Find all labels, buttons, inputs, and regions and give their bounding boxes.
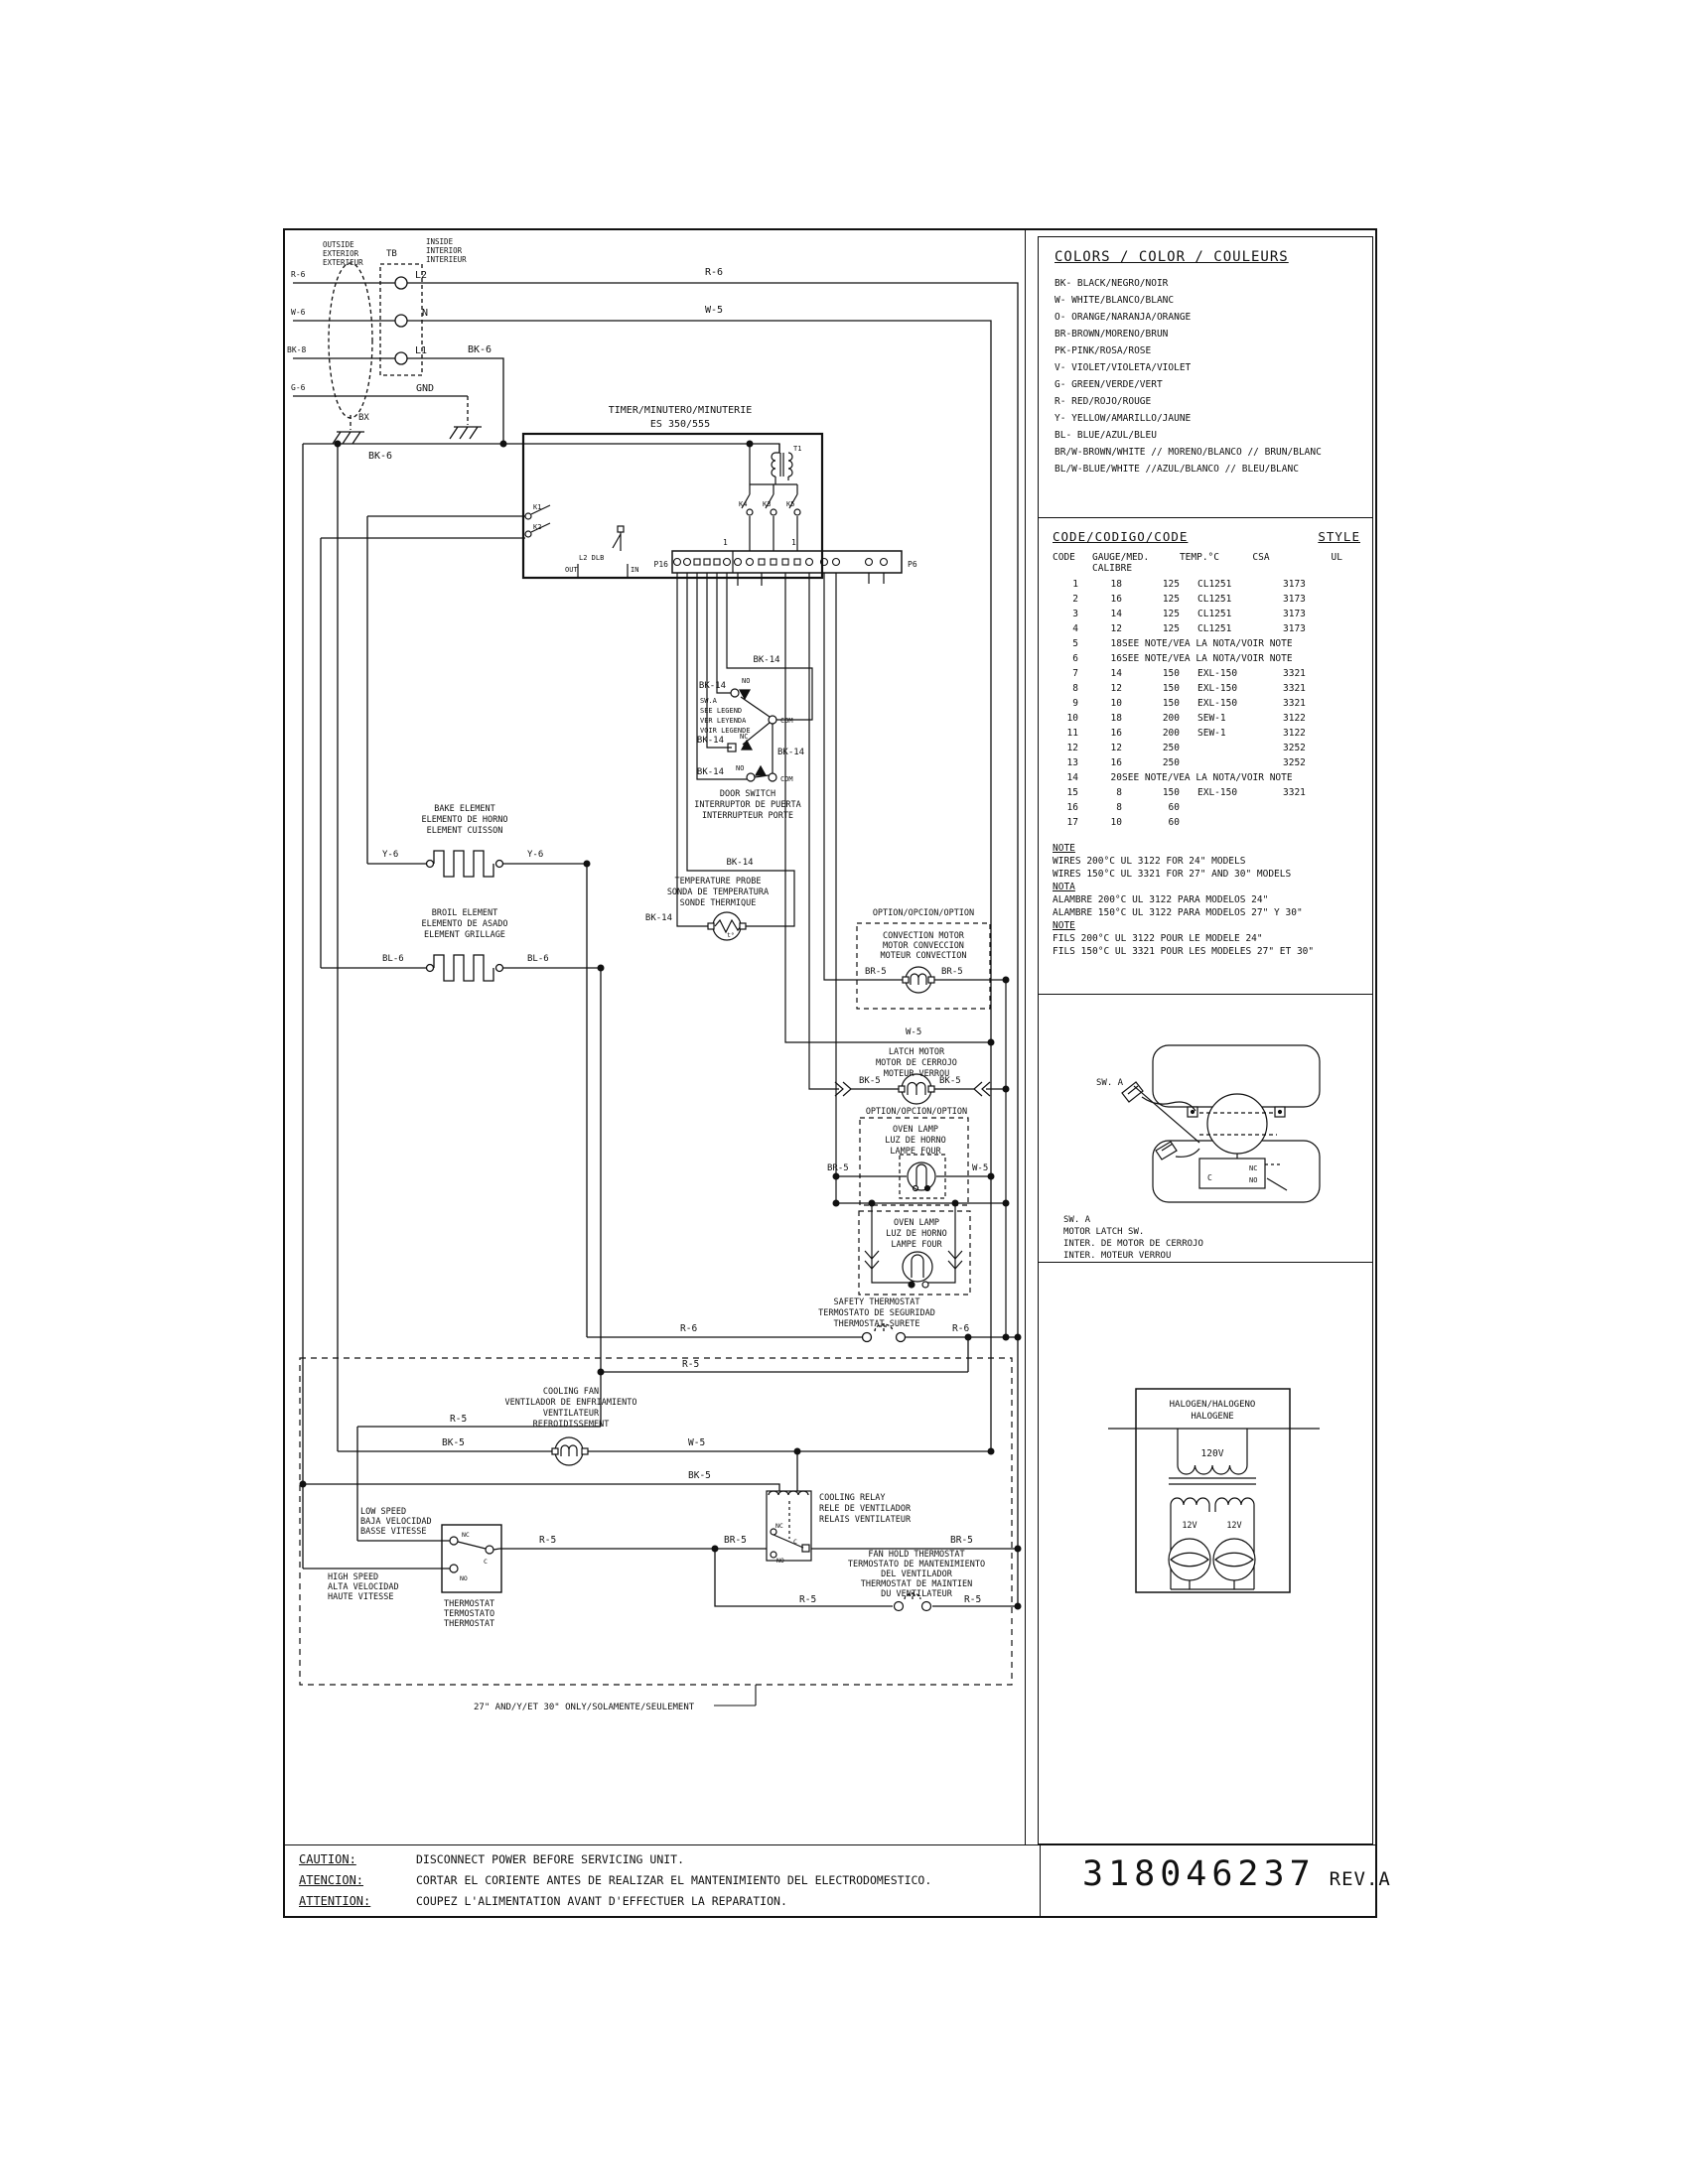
motor-latch-switch-figure xyxy=(1039,994,1371,1262)
code-row: 16 8 60 xyxy=(1066,802,1180,813)
part-number-block xyxy=(1082,1854,1391,1894)
svg-text:RELAIS VENTILATEUR: RELAIS VENTILATEUR xyxy=(819,1515,912,1525)
svg-text:N: N xyxy=(422,308,429,319)
svg-text:BR-5: BR-5 xyxy=(865,967,887,977)
svg-text:R-6: R-6 xyxy=(680,1323,698,1334)
svg-text:BK-14: BK-14 xyxy=(777,748,805,757)
svg-text:VENTILATEUR: VENTILATEUR xyxy=(542,1409,600,1419)
svg-text:BK-6: BK-6 xyxy=(368,451,393,462)
svg-text:BAJA VELOCIDAD: BAJA VELOCIDAD xyxy=(360,1517,432,1527)
svg-text:LATCH MOTOR: LATCH MOTOR xyxy=(888,1047,945,1057)
code-row: 8 12 150 EXL-150 3321 xyxy=(1072,683,1306,694)
svg-text:FAN HOLD THERMOSTAT: FAN HOLD THERMOSTAT xyxy=(868,1550,965,1560)
svg-text:SW.A: SW.A xyxy=(700,697,717,705)
cooling-relay xyxy=(767,1491,811,1561)
svg-text:ELEMENT GRILLAGE: ELEMENT GRILLAGE xyxy=(424,930,505,940)
svg-text:R-5: R-5 xyxy=(682,1359,700,1370)
svg-text:120V: 120V xyxy=(1200,1448,1224,1459)
caution-label: CAUTION: xyxy=(299,1852,356,1866)
main-schematic xyxy=(283,228,1025,1844)
svg-text:L2 DLB: L2 DLB xyxy=(579,554,605,562)
caution-row xyxy=(283,1891,931,1912)
svg-text:ALTA VELOCIDAD: ALTA VELOCIDAD xyxy=(328,1582,399,1592)
svg-text:W-5: W-5 xyxy=(688,1437,706,1448)
color-entry: BR/W-BROWN/WHITE // MORENO/BLANCO // BRUN/BLANC xyxy=(1055,447,1322,458)
svg-text:MOTOR CONVECCION: MOTOR CONVECCION xyxy=(883,941,964,951)
svg-text:R-6: R-6 xyxy=(952,1323,970,1334)
svg-text:BR-5: BR-5 xyxy=(724,1535,747,1546)
svg-text:MOTOR DE CERROJO: MOTOR DE CERROJO xyxy=(876,1058,957,1068)
svg-text:BK-14: BK-14 xyxy=(698,681,726,691)
color-entry: BK- BLACK/NEGRO/NOIR xyxy=(1055,278,1169,289)
svg-text:L1: L1 xyxy=(415,345,428,356)
outside-label: OUTSIDE xyxy=(323,240,354,249)
speed-thermostat xyxy=(442,1525,501,1592)
svg-text:COM: COM xyxy=(780,775,793,783)
svg-text:NC: NC xyxy=(462,1531,470,1539)
svg-text:SONDE THERMIQUE: SONDE THERMIQUE xyxy=(679,898,757,908)
style-title: STYLE xyxy=(1318,529,1360,544)
svg-text:SEE LEGEND: SEE LEGEND xyxy=(700,707,743,715)
code-row: 3 14 125 CL1251 3173 xyxy=(1072,609,1306,619)
caution-row xyxy=(283,1870,931,1891)
svg-text:BK-8: BK-8 xyxy=(287,345,307,354)
svg-text:BK-14: BK-14 xyxy=(696,767,724,777)
svg-text:G-6: G-6 xyxy=(291,383,306,392)
svg-text:BR-5: BR-5 xyxy=(827,1163,849,1173)
svg-text:OUT: OUT xyxy=(565,566,578,574)
svg-text:NC: NC xyxy=(740,733,749,741)
svg-text:TERMOSTATO DE SEGURIDAD: TERMOSTATO DE SEGURIDAD xyxy=(818,1308,935,1318)
caution-row xyxy=(283,1849,931,1870)
code-table-title: CODE/CODIGO/CODE xyxy=(1053,529,1189,544)
svg-text:C: C xyxy=(484,1558,488,1566)
wire-notes: NOTE WIRES 200°C UL 3122 FOR 24" MODELS WIRES 150°C UL 3321 FOR 27" AND 30" MODELS NOTA ALAMBRE 200°C UL 3122 PARA MODELOS 24" ALAMBRE 150°C UL 3122 PARA MODELOS 27" Y 30" NOTE FILS 200°C UL 3122 POUR LE MODELE 24" FILS 150°C UL 3321 POUR LES MODELES 27" ET 30" xyxy=(1053,843,1315,957)
code-row: 12 12 250 3252 xyxy=(1066,743,1306,753)
colors-title: COLORS / COLOR / COULEURS xyxy=(1055,249,1289,265)
swa-pointer-label: SW. A xyxy=(1096,1078,1124,1088)
color-entry: PK-PINK/ROSA/ROSE xyxy=(1055,345,1152,356)
svg-text:HALOGENE: HALOGENE xyxy=(1191,1412,1234,1422)
svg-text:K3: K3 xyxy=(763,500,772,508)
svg-text:NO: NO xyxy=(776,1557,784,1565)
svg-text:INTER. DE MOTOR DE CERROJO: INTER. DE MOTOR DE CERROJO xyxy=(1063,1239,1203,1249)
svg-text:K4: K4 xyxy=(739,500,748,508)
svg-text:P16: P16 xyxy=(653,560,668,569)
svg-text:THERMOSTAT DE MAINTIEN: THERMOSTAT DE MAINTIEN xyxy=(860,1579,973,1589)
svg-text:12V: 12V xyxy=(1226,1521,1242,1531)
legend-column xyxy=(1038,236,1373,1844)
svg-text:t°: t° xyxy=(727,931,735,939)
svg-text:Y-6: Y-6 xyxy=(527,850,544,860)
svg-text:LOW SPEED: LOW SPEED xyxy=(360,1507,407,1517)
svg-text:INTERIOR: INTERIOR xyxy=(426,246,463,255)
svg-text:SAFETY THERMOSTAT: SAFETY THERMOSTAT xyxy=(833,1297,920,1307)
svg-text:R-5: R-5 xyxy=(450,1414,468,1425)
svg-text:NO: NO xyxy=(742,677,751,685)
svg-text:NO: NO xyxy=(736,764,745,772)
halogen-title: HALOGEN/HALOGENO xyxy=(1169,1400,1256,1410)
svg-text:BASSE VITESSE: BASSE VITESSE xyxy=(360,1527,427,1537)
svg-text:INTERIEUR: INTERIEUR xyxy=(426,255,467,264)
color-entry: BL/W-BLUE/WHITE //AZUL/BLANCO // BLEU/BLANC xyxy=(1055,464,1299,475)
svg-text:DEL VENTILADOR: DEL VENTILADOR xyxy=(881,1570,952,1579)
caution-rows xyxy=(283,1849,931,1912)
svg-text:MOTEUR CONVECTION: MOTEUR CONVECTION xyxy=(880,951,967,961)
svg-text:BK-6: BK-6 xyxy=(468,344,492,355)
svg-text:MOTEUR VERROU: MOTEUR VERROU xyxy=(883,1069,950,1079)
svg-text:L2: L2 xyxy=(415,270,428,281)
svg-text:EXTERIEUR: EXTERIEUR xyxy=(323,258,363,267)
svg-text:CONVECTION MOTOR: CONVECTION MOTOR xyxy=(883,931,964,941)
svg-text:DOOR SWITCH: DOOR SWITCH xyxy=(719,789,776,799)
svg-text:COOLING FAN: COOLING FAN xyxy=(542,1387,600,1397)
svg-text:ELEMENT CUISSON: ELEMENT CUISSON xyxy=(426,826,503,836)
code-table: CODE/CODIGO/CODE STYLE CODE GAUGE/MED. TEMP.°C CSA UL CALIBRE 1 18 125 CL1251 3173 2 16 125 CL1251 3173 3 14 125 CL1251 3173 4 12 125 CL1251 3173 5 18 SEE NOTE/VEA LA NOTA/VOIR NOTE 6 16 SEE NOTE/VEA LA NOTA/VOIR NOTE 7 14 150 EXL-150 3321 8 12 150 EXL-150 3321 9 10 150 EXL-150 3321 10 18 200 SEW-1 3122 11 16 200 SEW-1 3122 12 12 250 3252 13 16 250 3252 14 20 SEE NOTE/VEA LA NOTA/VOIR NOTE 15 8 150 EXL-150 3321 16 8 60 17 10 60 NOTE WIRES 200°C UL 3122 FOR 24" MODELS WIRES 150°C UL 3321 FOR 27" AND 30" MODELS NOTA ALAMBRE 200°C UL 3122 PARA MODELOS 24" ALAMBRE 150°C UL 3122 PARA MODELOS 27" Y 30" NOTE FILS 200°C UL 3122 POUR LE MODELE 24" FILS 150°C UL 3321 POUR LES MODELES 27" ET 30" xyxy=(1053,529,1360,957)
svg-text:COOLING RELAY: COOLING RELAY xyxy=(819,1493,886,1503)
svg-text:INTER. MOTEUR VERROU: INTER. MOTEUR VERROU xyxy=(1063,1251,1172,1261)
svg-text:COM: COM xyxy=(780,717,793,725)
svg-text:K5: K5 xyxy=(786,500,795,508)
timer-title: TIMER/MINUTERO/MINUTERIE xyxy=(608,405,753,416)
svg-text:Y-6: Y-6 xyxy=(382,850,399,860)
color-entry: G- GREEN/VERDE/VERT xyxy=(1055,379,1163,390)
color-entry: BL- BLUE/AZUL/BLEU xyxy=(1055,430,1157,441)
svg-text:LUZ DE HORNO: LUZ DE HORNO xyxy=(886,1229,947,1239)
svg-text:TEMPERATURE PROBE: TEMPERATURE PROBE xyxy=(674,877,762,887)
color-entry: O- ORANGE/NARANJA/ORANGE xyxy=(1055,312,1192,323)
code-row: 10 18 200 SEW-1 3122 xyxy=(1066,713,1306,724)
svg-text:VENTILADOR DE ENFRIAMIENTO: VENTILADOR DE ENFRIAMIENTO xyxy=(504,1398,637,1408)
svg-text:1: 1 xyxy=(723,538,728,547)
svg-text:MOTOR LATCH SW.: MOTOR LATCH SW. xyxy=(1063,1227,1145,1237)
svg-text:ES 350/555: ES 350/555 xyxy=(649,419,711,430)
schematic-right-border xyxy=(1025,228,1026,1844)
svg-text:R-5: R-5 xyxy=(539,1535,557,1546)
svg-text:HAUTE VITESSE: HAUTE VITESSE xyxy=(328,1592,394,1602)
svg-text:R-6: R-6 xyxy=(705,267,724,278)
part-number: 318046237 xyxy=(1082,1854,1316,1894)
svg-text:GND: GND xyxy=(416,383,435,394)
code-row: 7 14 150 EXL-150 3321 xyxy=(1072,668,1306,679)
svg-text:K2: K2 xyxy=(533,523,542,531)
svg-text:BR-5: BR-5 xyxy=(950,1535,973,1546)
tb-label: TB xyxy=(386,249,397,259)
svg-text:THERMOSTAT: THERMOSTAT xyxy=(444,1619,495,1629)
caution-text: CORTAR EL CORIENTE ANTES DE REALIZAR EL MANTENIMIENTO DEL ELECTRODOMESTICO. xyxy=(416,1873,932,1887)
halogen-figure xyxy=(1039,1262,1371,1843)
svg-text:BR-5: BR-5 xyxy=(941,967,963,977)
svg-text:R-5: R-5 xyxy=(799,1594,817,1605)
svg-text:BK-14: BK-14 xyxy=(726,858,754,868)
svg-text:C: C xyxy=(793,1538,797,1546)
svg-text:OPTION/OPCION/OPTION: OPTION/OPCION/OPTION xyxy=(872,908,975,918)
color-entry: W- WHITE/BLANCO/BLANC xyxy=(1055,295,1175,306)
size-note: 27" AND/Y/ET 30" ONLY/SOLAMENTE/SEULEMENT xyxy=(474,1703,695,1712)
svg-text:1: 1 xyxy=(791,538,796,547)
svg-text:W-5: W-5 xyxy=(972,1163,989,1173)
svg-text:T1: T1 xyxy=(793,445,802,453)
svg-text:TERMOSTATO: TERMOSTATO xyxy=(444,1609,495,1619)
svg-text:BK-14: BK-14 xyxy=(753,655,780,665)
broil-element xyxy=(321,955,601,1427)
svg-text:BK-14: BK-14 xyxy=(696,736,724,746)
svg-text:RELE DE VENTILADOR: RELE DE VENTILADOR xyxy=(819,1504,912,1514)
caution-label: ATENCION: xyxy=(299,1873,364,1887)
svg-text:BL-6: BL-6 xyxy=(382,954,404,964)
svg-text:BL-6: BL-6 xyxy=(527,954,549,964)
inside-label: INSIDE xyxy=(426,237,454,246)
svg-text:BK-14: BK-14 xyxy=(644,913,672,923)
caution-text: DISCONNECT POWER BEFORE SERVICING UNIT. xyxy=(416,1852,685,1866)
svg-text:NO: NO xyxy=(1249,1176,1258,1184)
colors-legend xyxy=(1055,249,1322,478)
svg-text:TERMOSTATO DE MANTENIMIENTO: TERMOSTATO DE MANTENIMIENTO xyxy=(847,1560,986,1570)
color-entry: V- VIOLET/VIOLETA/VIOLET xyxy=(1055,362,1192,373)
svg-text:BROIL ELEMENT: BROIL ELEMENT xyxy=(431,908,498,918)
code-row: 17 10 60 xyxy=(1066,817,1180,828)
svg-text:K1: K1 xyxy=(533,503,542,511)
code-rows xyxy=(1053,577,1360,830)
svg-text:SONDA DE TEMPERATURA: SONDA DE TEMPERATURA xyxy=(666,887,770,897)
svg-text:NO: NO xyxy=(460,1574,468,1582)
cooling-fan xyxy=(552,1437,588,1465)
svg-text:NC: NC xyxy=(1249,1164,1258,1172)
svg-text:OPTION/OPCION/OPTION: OPTION/OPCION/OPTION xyxy=(865,1107,968,1117)
svg-text:W-5: W-5 xyxy=(906,1027,922,1037)
svg-text:EXTERIOR: EXTERIOR xyxy=(323,249,359,258)
wire-label: R-6 xyxy=(291,270,306,279)
code-row: 14 20 SEE NOTE/VEA LA NOTA/VOIR NOTE xyxy=(1066,772,1293,783)
svg-text:P6: P6 xyxy=(908,560,917,569)
caution-text: COUPEZ L'ALIMENTATION AVANT D'EFFECTUER LA REPARATION. xyxy=(416,1894,787,1908)
svg-text:DU VENTILATEUR: DU VENTILATEUR xyxy=(881,1589,952,1599)
svg-text:BK-5: BK-5 xyxy=(442,1437,465,1448)
svg-text:HIGH SPEED: HIGH SPEED xyxy=(328,1572,379,1582)
code-row: 2 16 125 CL1251 3173 xyxy=(1072,594,1306,605)
svg-text:VOIR LEGENDE: VOIR LEGENDE xyxy=(700,727,751,735)
code-row: 13 16 250 3252 xyxy=(1066,757,1306,768)
svg-text:12V: 12V xyxy=(1182,1521,1197,1531)
svg-text:BAKE ELEMENT: BAKE ELEMENT xyxy=(434,804,495,814)
svg-text:LAMPE FOUR: LAMPE FOUR xyxy=(891,1240,942,1250)
caution-label: ATTENTION: xyxy=(299,1894,371,1908)
svg-text:W-5: W-5 xyxy=(705,305,724,316)
svg-text:VER LEYENDA: VER LEYENDA xyxy=(700,717,747,725)
svg-text:THERMOSTAT SURETE: THERMOSTAT SURETE xyxy=(833,1319,920,1329)
svg-text:C: C xyxy=(1207,1173,1212,1182)
divider xyxy=(1039,517,1372,518)
code-row: 6 16 SEE NOTE/VEA LA NOTA/VOIR NOTE xyxy=(1072,653,1293,664)
bx-label: BX xyxy=(358,413,369,423)
revision: REV.A xyxy=(1329,1868,1391,1890)
svg-text:REFROIDISSEMENT: REFROIDISSEMENT xyxy=(532,1420,610,1430)
swa-caption: SW. A xyxy=(1063,1215,1091,1225)
schematic-labels xyxy=(287,237,988,1712)
junction-dots xyxy=(300,441,1022,1610)
code-row: 15 8 150 EXL-150 3321 xyxy=(1066,787,1306,798)
svg-text:IN: IN xyxy=(631,566,639,574)
svg-text:BK-5: BK-5 xyxy=(939,1076,961,1086)
color-entry: Y- YELLOW/AMARILLO/JAUNE xyxy=(1055,413,1192,424)
colors-list xyxy=(1055,275,1322,478)
svg-text:BK-5: BK-5 xyxy=(859,1076,881,1086)
code-row: 4 12 125 CL1251 3173 xyxy=(1072,623,1306,634)
svg-text:THERMOSTAT: THERMOSTAT xyxy=(444,1599,495,1609)
svg-text:ELEMENTO DE ASADO: ELEMENTO DE ASADO xyxy=(421,919,508,929)
svg-text:ELEMENTO DE HORNO: ELEMENTO DE HORNO xyxy=(421,815,508,825)
color-entry: BR-BROWN/MORENO/BRUN xyxy=(1055,329,1169,340)
svg-text:OVEN LAMP: OVEN LAMP xyxy=(893,1218,940,1228)
svg-text:OVEN LAMP: OVEN LAMP xyxy=(892,1125,939,1135)
svg-text:LUZ DE HORNO: LUZ DE HORNO xyxy=(885,1136,946,1146)
code-row: 9 10 150 EXL-150 3321 xyxy=(1072,698,1306,709)
svg-text:NC: NC xyxy=(775,1522,783,1530)
color-entry: R- RED/ROJO/ROUGE xyxy=(1055,396,1152,407)
svg-text:W-6: W-6 xyxy=(291,308,306,317)
svg-text:INTERRUPTEUR PORTE: INTERRUPTEUR PORTE xyxy=(701,811,794,821)
svg-text:R-5: R-5 xyxy=(964,1594,982,1605)
caution-divider xyxy=(1040,1844,1041,1916)
code-row: 5 18 SEE NOTE/VEA LA NOTA/VOIR NOTE xyxy=(1072,638,1293,649)
code-row: 1 18 125 CL1251 3173 xyxy=(1072,579,1306,590)
svg-text:BK-5: BK-5 xyxy=(688,1470,711,1481)
svg-text:INTERRUPTOR DE PUERTA: INTERRUPTOR DE PUERTA xyxy=(694,800,801,810)
svg-text:LAMPE FOUR: LAMPE FOUR xyxy=(890,1147,941,1157)
code-row: 11 16 200 SEW-1 3122 xyxy=(1066,728,1306,739)
